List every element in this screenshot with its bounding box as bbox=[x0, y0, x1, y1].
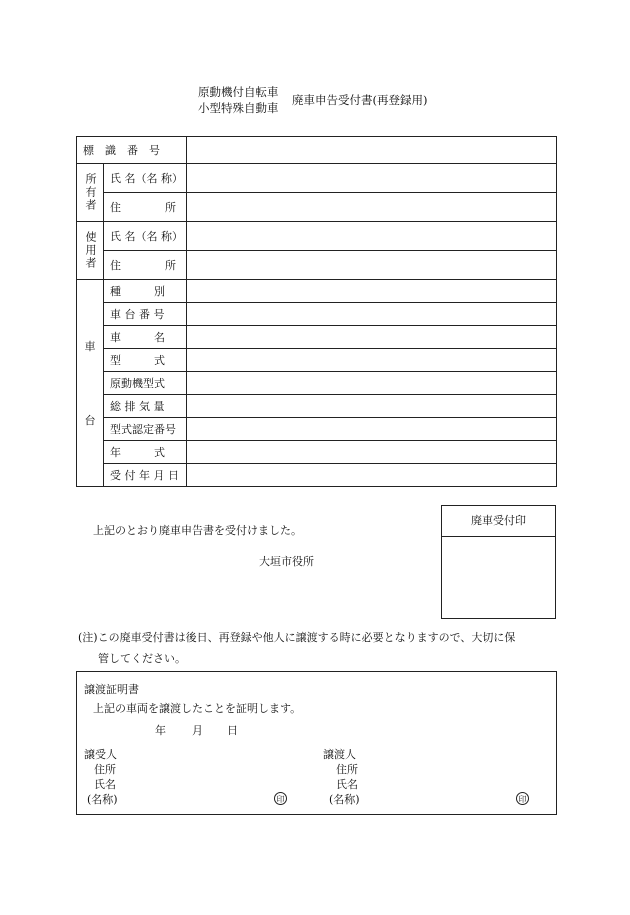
vehicle-row-field[interactable] bbox=[187, 326, 557, 349]
owner-address-label: 住 所 bbox=[104, 193, 187, 222]
form-title: 廃車申告受付書(再登録用) bbox=[292, 93, 428, 107]
user-name-label: 氏 名（名 称） bbox=[104, 222, 187, 251]
recipient-seal-icon: 印 bbox=[274, 792, 287, 805]
plate-number-label: 標 識 番 号 bbox=[77, 137, 187, 164]
vehicle-row-label: 受 付 年 月 日 bbox=[104, 464, 187, 487]
note-line2: 管してください。 bbox=[98, 652, 186, 665]
registration-table bbox=[76, 136, 557, 487]
recipient-name-label: 氏名 bbox=[94, 778, 116, 791]
stamp-area[interactable] bbox=[442, 537, 555, 619]
recipient-label: 譲受人 bbox=[84, 748, 117, 761]
vehicle-row-field[interactable] bbox=[187, 418, 557, 441]
transferor-name-alt-label: (名称) bbox=[329, 793, 360, 806]
vehicle-group-top: 車 bbox=[84, 340, 96, 353]
vehicle-row-label: 型 式 bbox=[104, 349, 187, 372]
transferor-name-label: 氏名 bbox=[336, 778, 358, 791]
stamp-label: 廃車受付印 bbox=[442, 506, 555, 537]
user-group-label: 使用者 bbox=[77, 222, 104, 280]
vehicle-row-label: 車 名 bbox=[104, 326, 187, 349]
vehicle-type-heading bbox=[198, 84, 279, 116]
vehicle-row-field[interactable] bbox=[187, 280, 557, 303]
recipient-address-label: 住所 bbox=[94, 763, 116, 776]
user-name-field[interactable] bbox=[187, 222, 557, 251]
vehicle-row-label: 年 式 bbox=[104, 441, 187, 464]
vehicle-row-label: 車 台 番 号 bbox=[104, 303, 187, 326]
vehicle-row-label: 総 排 気 量 bbox=[104, 395, 187, 418]
certificate-title: 譲渡証明書 bbox=[84, 683, 139, 696]
note-line1: (注)この廃車受付書は後日、再登録や他人に譲渡する時に必要となりますので、大切に保 bbox=[78, 631, 516, 644]
vehicle-row-field[interactable] bbox=[187, 395, 557, 418]
transferor-label: 譲渡人 bbox=[323, 748, 356, 761]
transferor-seal-icon: 印 bbox=[516, 792, 529, 805]
vehicle-group-label bbox=[77, 280, 104, 487]
vehicle-row-label: 原動機型式 bbox=[104, 372, 187, 395]
vehicle-row-field[interactable] bbox=[187, 372, 557, 395]
date-day-label: 日 bbox=[227, 724, 238, 737]
owner-name-field[interactable] bbox=[187, 164, 557, 193]
vehicle-row-field[interactable] bbox=[187, 349, 557, 372]
vehicle-row-field[interactable] bbox=[187, 441, 557, 464]
vehicle-type-line1: 原動機付自転車 bbox=[198, 85, 279, 99]
vehicle-row-field[interactable] bbox=[187, 303, 557, 326]
owner-group-label: 所有者 bbox=[77, 164, 104, 222]
office-name: 大垣市役所 bbox=[259, 555, 314, 568]
vehicle-group-bottom: 台 bbox=[84, 414, 96, 427]
user-address-field[interactable] bbox=[187, 251, 557, 280]
date-month-label: 月 bbox=[192, 724, 203, 737]
recipient-name-alt-label: (名称) bbox=[87, 793, 118, 806]
vehicle-row-label: 種 別 bbox=[104, 280, 187, 303]
owner-name-label: 氏 名（名 称） bbox=[104, 164, 187, 193]
vehicle-type-line2: 小型特殊自動車 bbox=[198, 101, 279, 115]
receipt-statement: 上記のとおり廃車申告書を受付けました。 bbox=[93, 524, 302, 537]
vehicle-row-field[interactable] bbox=[187, 464, 557, 487]
owner-address-field[interactable] bbox=[187, 193, 557, 222]
transferor-address-label: 住所 bbox=[336, 763, 358, 776]
transfer-certificate bbox=[76, 671, 557, 815]
certificate-statement: 上記の車両を譲渡したことを証明します。 bbox=[93, 702, 302, 715]
vehicle-row-label: 型式認定番号 bbox=[104, 418, 187, 441]
plate-number-field[interactable] bbox=[187, 137, 557, 164]
user-address-label: 住 所 bbox=[104, 251, 187, 280]
stamp-box bbox=[441, 505, 556, 619]
date-year-label: 年 bbox=[155, 724, 166, 737]
